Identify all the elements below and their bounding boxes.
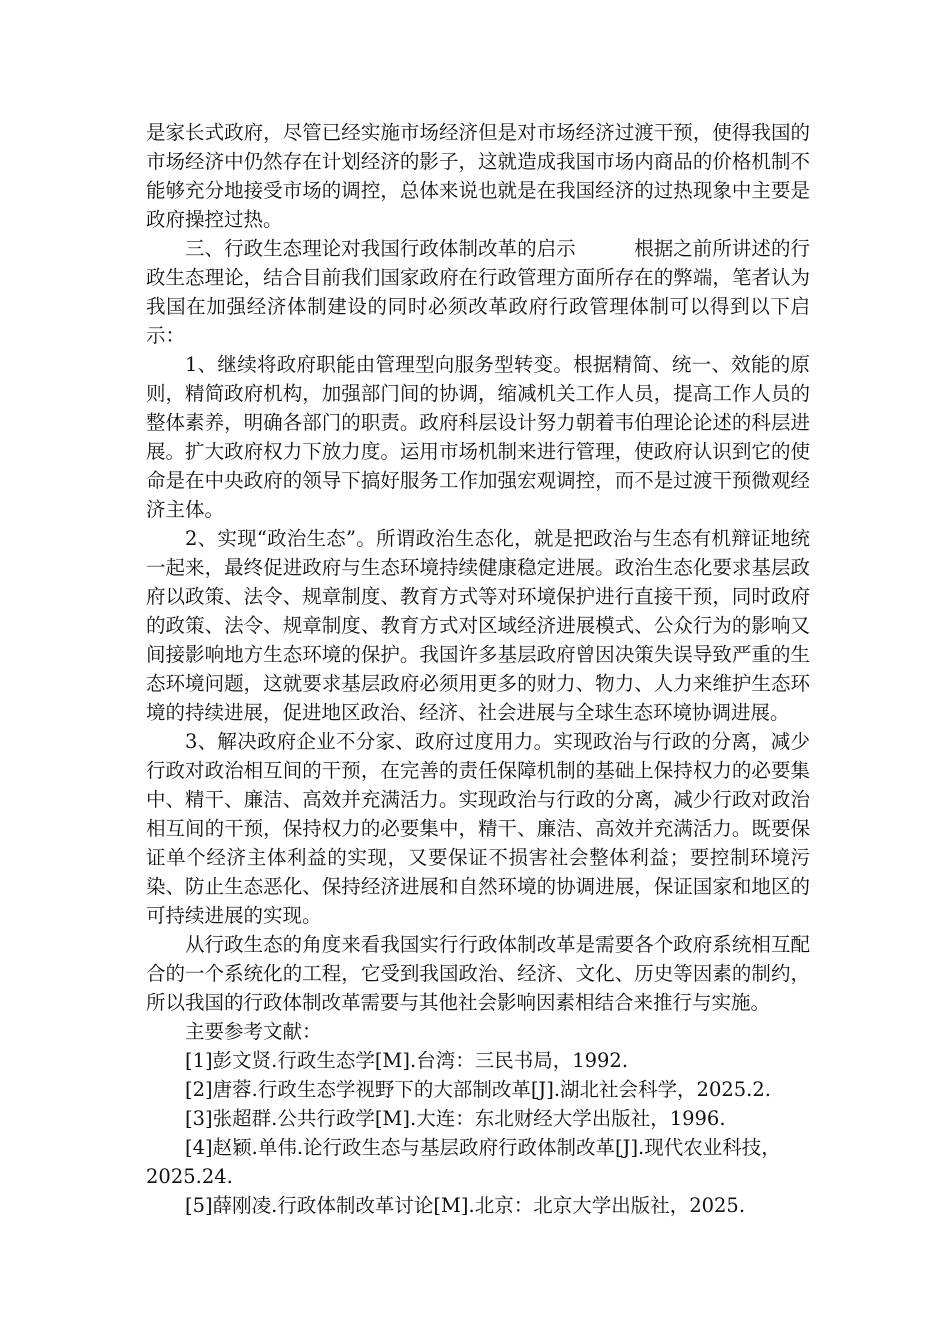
section-intro-text: 根据之前所讲述的行政生态理论，结合目前我们国家政府在行政管理方面所存在的弊端，笔者认为我国在加强经济体制建设的同时必须改革政府行政管理体制可以得到以下启示：	[146, 237, 810, 347]
reference-item: [4]赵颖.单伟.论行政生态与基层政府行政体制改革[J].现代农业科技，2025.24.	[146, 1136, 781, 1188]
paragraph-section-three	[146, 234, 810, 350]
paragraph-conclusion: 从行政生态的角度来看我国实行行政体制改革是需要各个政府系统相互配合的一个系统化的工程，它受到我国政治、经济、文化、历史等因素的制约，所以我国的行政体制改革需要与其他社会影响因素相结合来推行与实施。	[146, 933, 810, 1014]
reference-item: [1]彭文贤.行政生态学[M].台湾：三民书局，1992.	[185, 1049, 629, 1072]
references-title: 主要参考文献：	[185, 1020, 322, 1043]
reference-item: [2]唐蓉.行政生态学视野下的大部制改革[J].湖北社会科学，2025.2.	[185, 1078, 771, 1101]
reference-item: [5]薛刚凌.行政体制改革讨论[M].北京：北京大学出版社，2025.	[185, 1194, 746, 1217]
section-heading: 三、行政生态理论对我国行政体制改革的启示	[185, 237, 576, 260]
document-body	[146, 118, 810, 1220]
paragraph-point-two: 2、实现“政治生态”。所谓政治生态化，就是把政治与生态有机辩证地统一起来，最终促进政府与生态环境持续健康稳定进展。政治生态化要求基层政府以政策、法令、规章制度、教育方式等对环境保护进行直接干预，同时政府的政策、法令、规章制度、教育方式对区域经济进展模式、公众行为的影响又间接影响地方生态环境的保护。我国许多基层政府曾因决策失误导致严重的生态环境问题，这就要求基层政府必须用更多的财力、物力、人力来维护生态环境的持续进展，促进地区政治、经济、社会进展与全球生态环境协调进展。	[146, 527, 810, 724]
paragraph-point-three: 3、解决政府企业不分家、政府过度用力。实现政治与行政的分离，减少行政对政治相互间的干预，在完善的责任保障机制的基础上保持权力的必要集中、精干、廉洁、高效并充满活力。实现政治与行政的分离，减少行政对政治相互间的干预，保持权力的必要集中，精干、廉洁、高效并充满活力。既要保证单个经济主体利益的实现，又要保证不损害社会整体利益；要控制环境污染、防止生态恶化、保持经济进展和自然环境的协调进展，保证国家和地区的可持续进展的实现。	[146, 730, 810, 927]
paragraph-point-one: 1、继续将政府职能由管理型向服务型转变。根据精简、统一、效能的原则，精简政府机构，加强部门间的协调，缩减机关工作人员，提高工作人员的整体素养，明确各部门的职责。政府科层设计努力朝着韦伯理论论述的科层进展。扩大政府权力下放力度。运用市场机制来进行管理，使政府认识到它的使命是在中央政府的领导下搞好服务工作加强宏观调控，而不是过渡干预微观经济主体。	[146, 353, 810, 521]
reference-item: [3]张超群.公共行政学[M].大连：东北财经大学出版社，1996.	[185, 1107, 726, 1130]
paragraph-continuation: 是家长式政府，尽管已经实施市场经济但是对市场经济过渡干预，使得我国的市场经济中仍然存在计划经济的影子，这就造成我国市场内商品的价格机制不能够充分地接受市场的调控，总体来说也就是在我国经济的过热现象中主要是政府操控过热。	[146, 121, 810, 231]
